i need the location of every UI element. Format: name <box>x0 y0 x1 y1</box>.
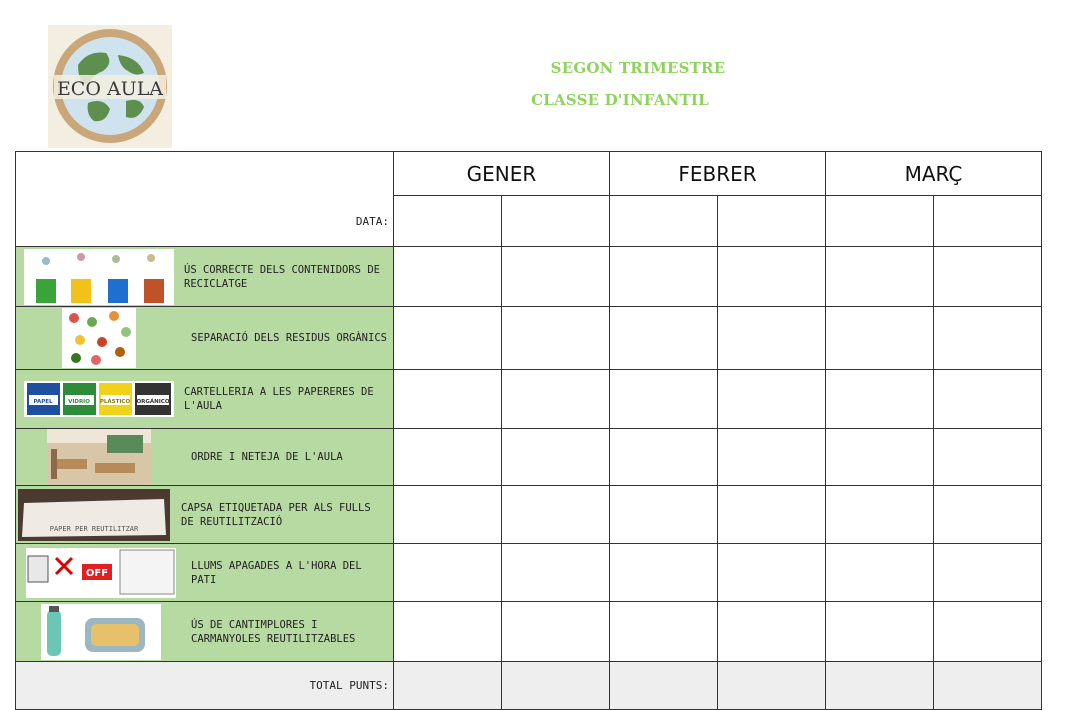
score-cell[interactable] <box>826 486 934 544</box>
total-cell[interactable] <box>826 662 934 710</box>
score-cell[interactable] <box>934 429 1042 486</box>
recycling-bins-icon <box>24 249 174 305</box>
score-cell[interactable] <box>826 544 934 602</box>
item-label: SEPARACIÓ DELS RESIDUS ORGÀNICS <box>191 332 387 344</box>
svg-text:PAPEL: PAPEL <box>33 399 53 405</box>
score-cell[interactable] <box>502 307 610 370</box>
score-cell[interactable] <box>934 602 1042 662</box>
score-cell[interactable] <box>610 544 718 602</box>
item-label: ÚS CORRECTE DELS CONTENIDORS DE RECICLATGE <box>184 263 380 290</box>
item-row-recycling <box>16 247 394 307</box>
labelled-bins-icon <box>24 381 174 417</box>
svg-text:PAPER PER REUTILITZAR: PAPER PER REUTILITZAR <box>49 524 139 533</box>
score-cell[interactable] <box>394 370 502 429</box>
date-cell[interactable] <box>934 196 1042 247</box>
svg-text:VIDRIO: VIDRIO <box>68 399 90 405</box>
score-cell[interactable] <box>394 307 502 370</box>
score-cell[interactable] <box>718 429 826 486</box>
score-cell[interactable] <box>502 486 610 544</box>
date-cell[interactable] <box>502 196 610 247</box>
score-cell[interactable] <box>934 247 1042 307</box>
classroom-icon <box>16 429 181 485</box>
score-cell[interactable] <box>826 247 934 307</box>
item-row-reusables <box>16 602 394 662</box>
date-cell[interactable] <box>394 196 502 247</box>
data-label: DATA: <box>355 215 389 228</box>
score-cell[interactable] <box>718 544 826 602</box>
score-cell[interactable] <box>610 247 718 307</box>
eco-aula-logo <box>48 25 172 148</box>
score-cell[interactable] <box>610 307 718 370</box>
item-row-classroom <box>16 429 394 486</box>
total-cell[interactable] <box>718 662 826 710</box>
svg-text:OFF: OFF <box>85 567 109 579</box>
score-cell[interactable] <box>394 486 502 544</box>
score-cell[interactable] <box>826 370 934 429</box>
item-row-reuse-box <box>16 486 394 544</box>
score-cell[interactable] <box>934 544 1042 602</box>
item-label: ORDRE I NETEJA DE L'AULA <box>191 451 343 463</box>
svg-text:PLÁSTICO: PLÁSTICO <box>99 399 131 405</box>
logo-text: ECO AULA <box>56 78 164 100</box>
total-cell[interactable] <box>394 662 502 710</box>
score-cell[interactable] <box>502 602 610 662</box>
score-cell[interactable] <box>718 486 826 544</box>
score-cell[interactable] <box>502 544 610 602</box>
item-label: CARTELLERIA A LES PAPERERES DE L'AULA <box>184 386 374 412</box>
eco-checklist-table <box>15 151 1042 710</box>
item-label: CAPSA ETIQUETADA PER ALS FULLS DE REUTILITZACIÓ <box>181 501 371 528</box>
score-cell[interactable] <box>826 307 934 370</box>
item-row-lights <box>16 544 394 602</box>
item-row-organic <box>16 307 394 370</box>
score-cell[interactable] <box>934 370 1042 429</box>
organic-waste-icon <box>16 308 181 368</box>
score-cell[interactable] <box>610 602 718 662</box>
bottle-lunchbox-icon <box>41 604 161 660</box>
score-cell[interactable] <box>826 602 934 662</box>
header-blank <box>16 152 394 247</box>
score-cell[interactable] <box>610 486 718 544</box>
svg-text:ORGÁNICO: ORGÁNICO <box>136 399 170 405</box>
score-cell[interactable] <box>502 370 610 429</box>
score-cell[interactable] <box>718 370 826 429</box>
score-cell[interactable] <box>718 247 826 307</box>
total-cell[interactable] <box>502 662 610 710</box>
score-cell[interactable] <box>502 429 610 486</box>
item-label: ÚS DE CANTIMPLORES I CARMANYOLES REUTILITZABLES <box>191 618 356 645</box>
month-marc: MARÇ <box>826 152 1042 196</box>
class-title: CLASSE D'INFANTIL <box>531 91 709 109</box>
score-cell[interactable] <box>394 247 502 307</box>
light-switch-icon <box>26 548 176 598</box>
item-label: LLUMS APAGADES A L'HORA DEL PATI <box>191 559 362 586</box>
date-cell[interactable] <box>610 196 718 247</box>
date-cell[interactable] <box>826 196 934 247</box>
item-row-signage <box>16 370 394 429</box>
score-cell[interactable] <box>394 544 502 602</box>
score-cell[interactable] <box>826 429 934 486</box>
score-cell[interactable] <box>718 307 826 370</box>
score-cell[interactable] <box>610 429 718 486</box>
total-cell[interactable] <box>610 662 718 710</box>
month-gener: GENER <box>394 152 610 196</box>
score-cell[interactable] <box>394 429 502 486</box>
trimester-title: SEGON TRIMESTRE <box>550 59 726 77</box>
score-cell[interactable] <box>718 602 826 662</box>
month-febrer: FEBRER <box>610 152 826 196</box>
score-cell[interactable] <box>610 370 718 429</box>
score-cell[interactable] <box>502 247 610 307</box>
score-cell[interactable] <box>934 486 1042 544</box>
total-label: TOTAL PUNTS: <box>16 662 394 710</box>
score-cell[interactable] <box>394 602 502 662</box>
score-cell[interactable] <box>934 307 1042 370</box>
total-cell[interactable] <box>934 662 1042 710</box>
paper-box-icon <box>18 489 170 541</box>
date-cell[interactable] <box>718 196 826 247</box>
